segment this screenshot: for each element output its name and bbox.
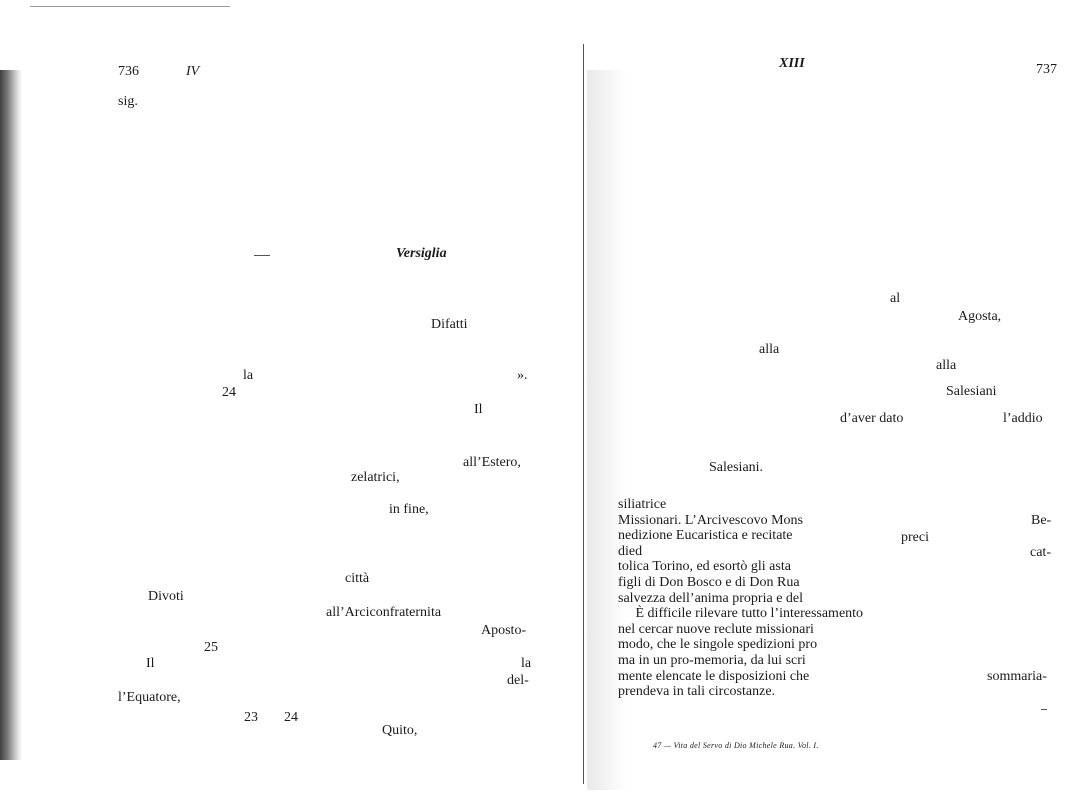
word-agosta: Agosta, <box>958 309 1002 324</box>
word-al: al <box>890 291 901 306</box>
word-alla: alla <box>759 342 780 357</box>
word-zelatrici: zelatrici, <box>351 470 400 485</box>
number-24: 24 <box>222 385 236 400</box>
word-cat: cat- <box>1030 545 1051 560</box>
paragraph-line: ma in un pro-memoria, da lui scri <box>618 652 806 668</box>
right-page <box>585 0 1087 804</box>
spine-shadow <box>0 70 22 760</box>
paragraph-line: salvezza dell’anima propria e del <box>618 590 804 606</box>
word-il: Il <box>474 402 483 417</box>
left-page-number: 736 <box>118 64 139 79</box>
em-dash <box>254 255 270 256</box>
word-salesiani: Salesiani <box>946 384 997 399</box>
paragraph-line: nel cercar nuove reclute missionari <box>618 621 814 637</box>
word-d-aver-dato: d’aver dato <box>840 411 904 426</box>
word-aposto: Aposto- <box>481 623 527 638</box>
word-alla-2: alla <box>936 358 957 373</box>
small-dash <box>1041 709 1047 710</box>
number-23: 23 <box>244 710 258 725</box>
word-del: del- <box>507 673 529 688</box>
word-sommaria: sommaria- <box>987 669 1047 684</box>
paragraph-line: figli di Don Bosco e di Don Rua <box>618 574 800 590</box>
gutter-line <box>583 44 584 784</box>
paragraph-line: prendeva in tali circostanze. <box>618 684 776 700</box>
paragraph-line: Missionari. L’Arcivescovo Mons <box>618 512 803 528</box>
number-25: 25 <box>204 640 218 655</box>
number-24-b: 24 <box>284 710 298 725</box>
word-preci: preci <box>901 530 929 545</box>
word-difatti: Difatti <box>431 317 468 332</box>
word-la: la <box>243 368 254 383</box>
paragraph-line: È difficile rilevare tutto l’interessamento <box>618 606 864 622</box>
word-divoti: Divoti <box>148 589 184 604</box>
word-l-addio: l’addio <box>1003 411 1043 426</box>
left-running-head: IV <box>186 64 200 79</box>
word-all-estero: all’Estero, <box>463 455 521 470</box>
word-citta: città <box>345 571 370 586</box>
word-versiglia: Versiglia <box>396 246 447 261</box>
word-sig: sig. <box>118 94 138 109</box>
paragraph-line: died <box>618 543 643 559</box>
word-il-2: Il <box>146 656 155 671</box>
word-be: Be- <box>1031 513 1052 528</box>
word-la-2: la <box>521 656 532 671</box>
paragraph-line: siliatrice <box>618 497 667 512</box>
paragraph-block <box>618 497 863 700</box>
word-equatore: l’Equatore, <box>118 690 181 705</box>
quote-close: ». <box>517 368 528 383</box>
paragraph-line: nedizione Eucaristica e recitate <box>618 528 793 544</box>
paragraph-line: modo, che le singole spedizioni pro <box>618 637 818 653</box>
word-arciconfraternita: all’Arciconfraternita <box>326 605 442 620</box>
paragraph-line: mente elencate le disposizioni che <box>618 668 810 684</box>
word-salesiani-2: Salesiani. <box>709 460 764 475</box>
word-in-fine: in fine, <box>389 502 429 517</box>
paragraph-line: tolica Torino, ed esortò gli asta <box>618 559 791 575</box>
word-quito: Quito, <box>382 723 418 738</box>
right-page-number: 737 <box>1036 62 1057 77</box>
footnote-book-title: 47 — Vita del Servo di Dio Michele Rua. Vol. I. <box>653 741 819 750</box>
right-running-head: XIII <box>779 56 805 71</box>
